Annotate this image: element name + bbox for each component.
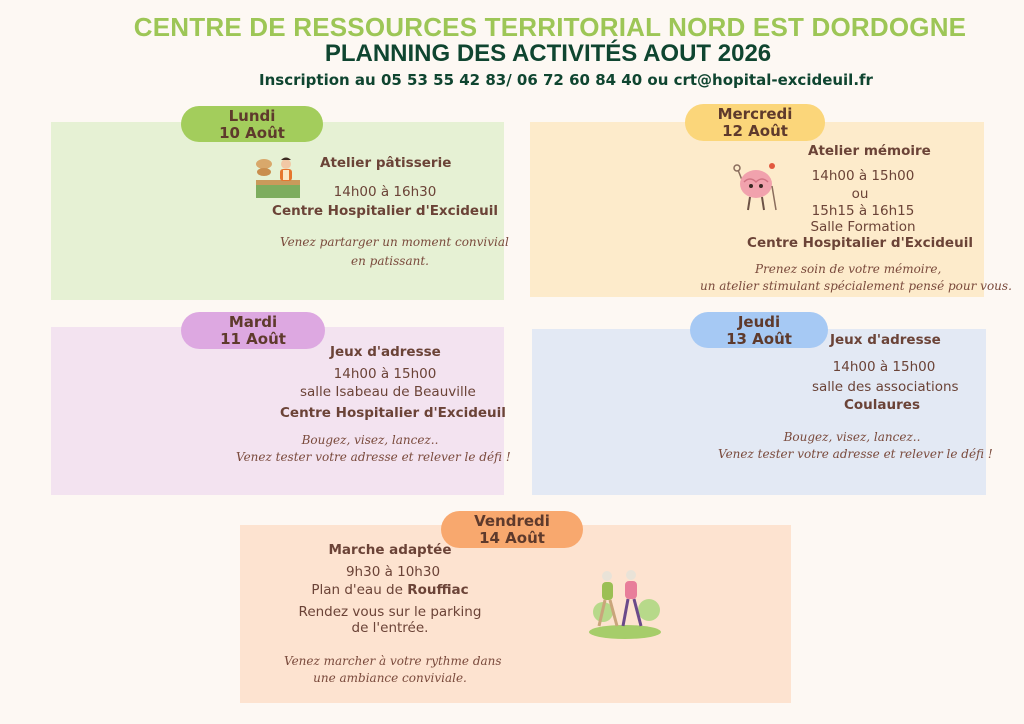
day-label: Vendredi: [474, 512, 550, 530]
activity-place: Centre Hospitalier d'Excideuil: [280, 405, 506, 421]
activity-note-2: Venez tester votre adresse et relever le défi !: [718, 447, 993, 461]
activity-room: Salle Formation: [810, 219, 916, 235]
pill-mercredi: [685, 104, 825, 141]
place-name: Rouffiac: [407, 582, 469, 598]
activity-note-1: Venez partarger un moment convivial: [280, 235, 509, 249]
registration-info: Inscription au 05 53 55 42 83/ 06 72 60 84 40 ou crt@hopital-excideuil.fr: [259, 71, 873, 89]
activity-note-2: Venez tester votre adresse et relever le défi !: [236, 450, 511, 464]
date-label: 14 Août: [479, 529, 545, 547]
baker-icon: [253, 154, 303, 200]
activity-title: Atelier mémoire: [808, 143, 931, 159]
planning-title: PLANNING DES ACTIVITÉS AOUT 2026: [324, 40, 772, 67]
activity-or: ou: [851, 186, 869, 202]
activity-title: Jeux d'adresse: [330, 344, 441, 360]
day-label: Mercredi: [717, 105, 793, 123]
day-label: Lundi: [228, 107, 276, 125]
place-prefix: Plan d'eau de: [311, 582, 408, 598]
brain-icon: [730, 160, 782, 216]
date-label: 12 Août: [722, 122, 788, 140]
meeting-point-1: Rendez vous sur le parking: [298, 604, 482, 620]
activity-note-1: Venez marcher à votre rythme dans: [284, 654, 502, 668]
activity-room: salle des associations: [812, 379, 959, 395]
meeting-point-2: de l'entrée.: [351, 620, 429, 636]
date-label: 13 Août: [726, 330, 792, 348]
activity-place: Coulaures: [844, 397, 920, 413]
center-title: CENTRE DE RESSOURCES TERRITORIAL NORD EST DORDOGNE: [133, 12, 967, 42]
activity-place: Centre Hospitalier d'Excideuil: [272, 203, 498, 219]
date-label: 10 Août: [219, 124, 285, 142]
activity-time-2: 15h15 à 16h15: [811, 203, 915, 219]
activity-note-1: Prenez soin de votre mémoire,: [755, 262, 942, 276]
activity-time: 9h30 à 10h30: [345, 564, 441, 580]
activity-place: Centre Hospitalier d'Excideuil: [747, 235, 973, 251]
activity-note-1: Bougez, visez, lancez..: [783, 430, 921, 444]
activity-time: 14h00 à 16h30: [333, 184, 437, 200]
activity-room: salle Isabeau de Beauville: [300, 384, 476, 400]
activity-title: Atelier pâtisserie: [320, 155, 452, 171]
activity-note-2: une ambiance conviviale.: [313, 671, 467, 685]
activity-note-1: Bougez, visez, lancez..: [301, 433, 439, 447]
activity-title: Marche adaptée: [328, 542, 452, 558]
walking-couple-icon: [583, 566, 667, 640]
activity-time: 14h00 à 15h00: [333, 366, 437, 382]
day-label: Mardi: [228, 313, 278, 331]
activity-title: Jeux d'adresse: [830, 332, 941, 348]
date-label: 11 Août: [220, 330, 286, 348]
activity-place: [300, 582, 480, 598]
pill-mardi: [181, 312, 325, 349]
activity-time: 14h00 à 15h00: [832, 359, 936, 375]
activity-time-1: 14h00 à 15h00: [811, 168, 915, 184]
activity-note-2: un atelier stimulant spécialement pensé pour vous.: [700, 279, 1012, 293]
day-label: Jeudi: [737, 313, 781, 331]
pill-lundi: [181, 106, 323, 142]
pill-vendredi: [441, 511, 583, 548]
activity-note-2: en patissant.: [351, 254, 429, 268]
pill-jeudi: [690, 312, 828, 348]
